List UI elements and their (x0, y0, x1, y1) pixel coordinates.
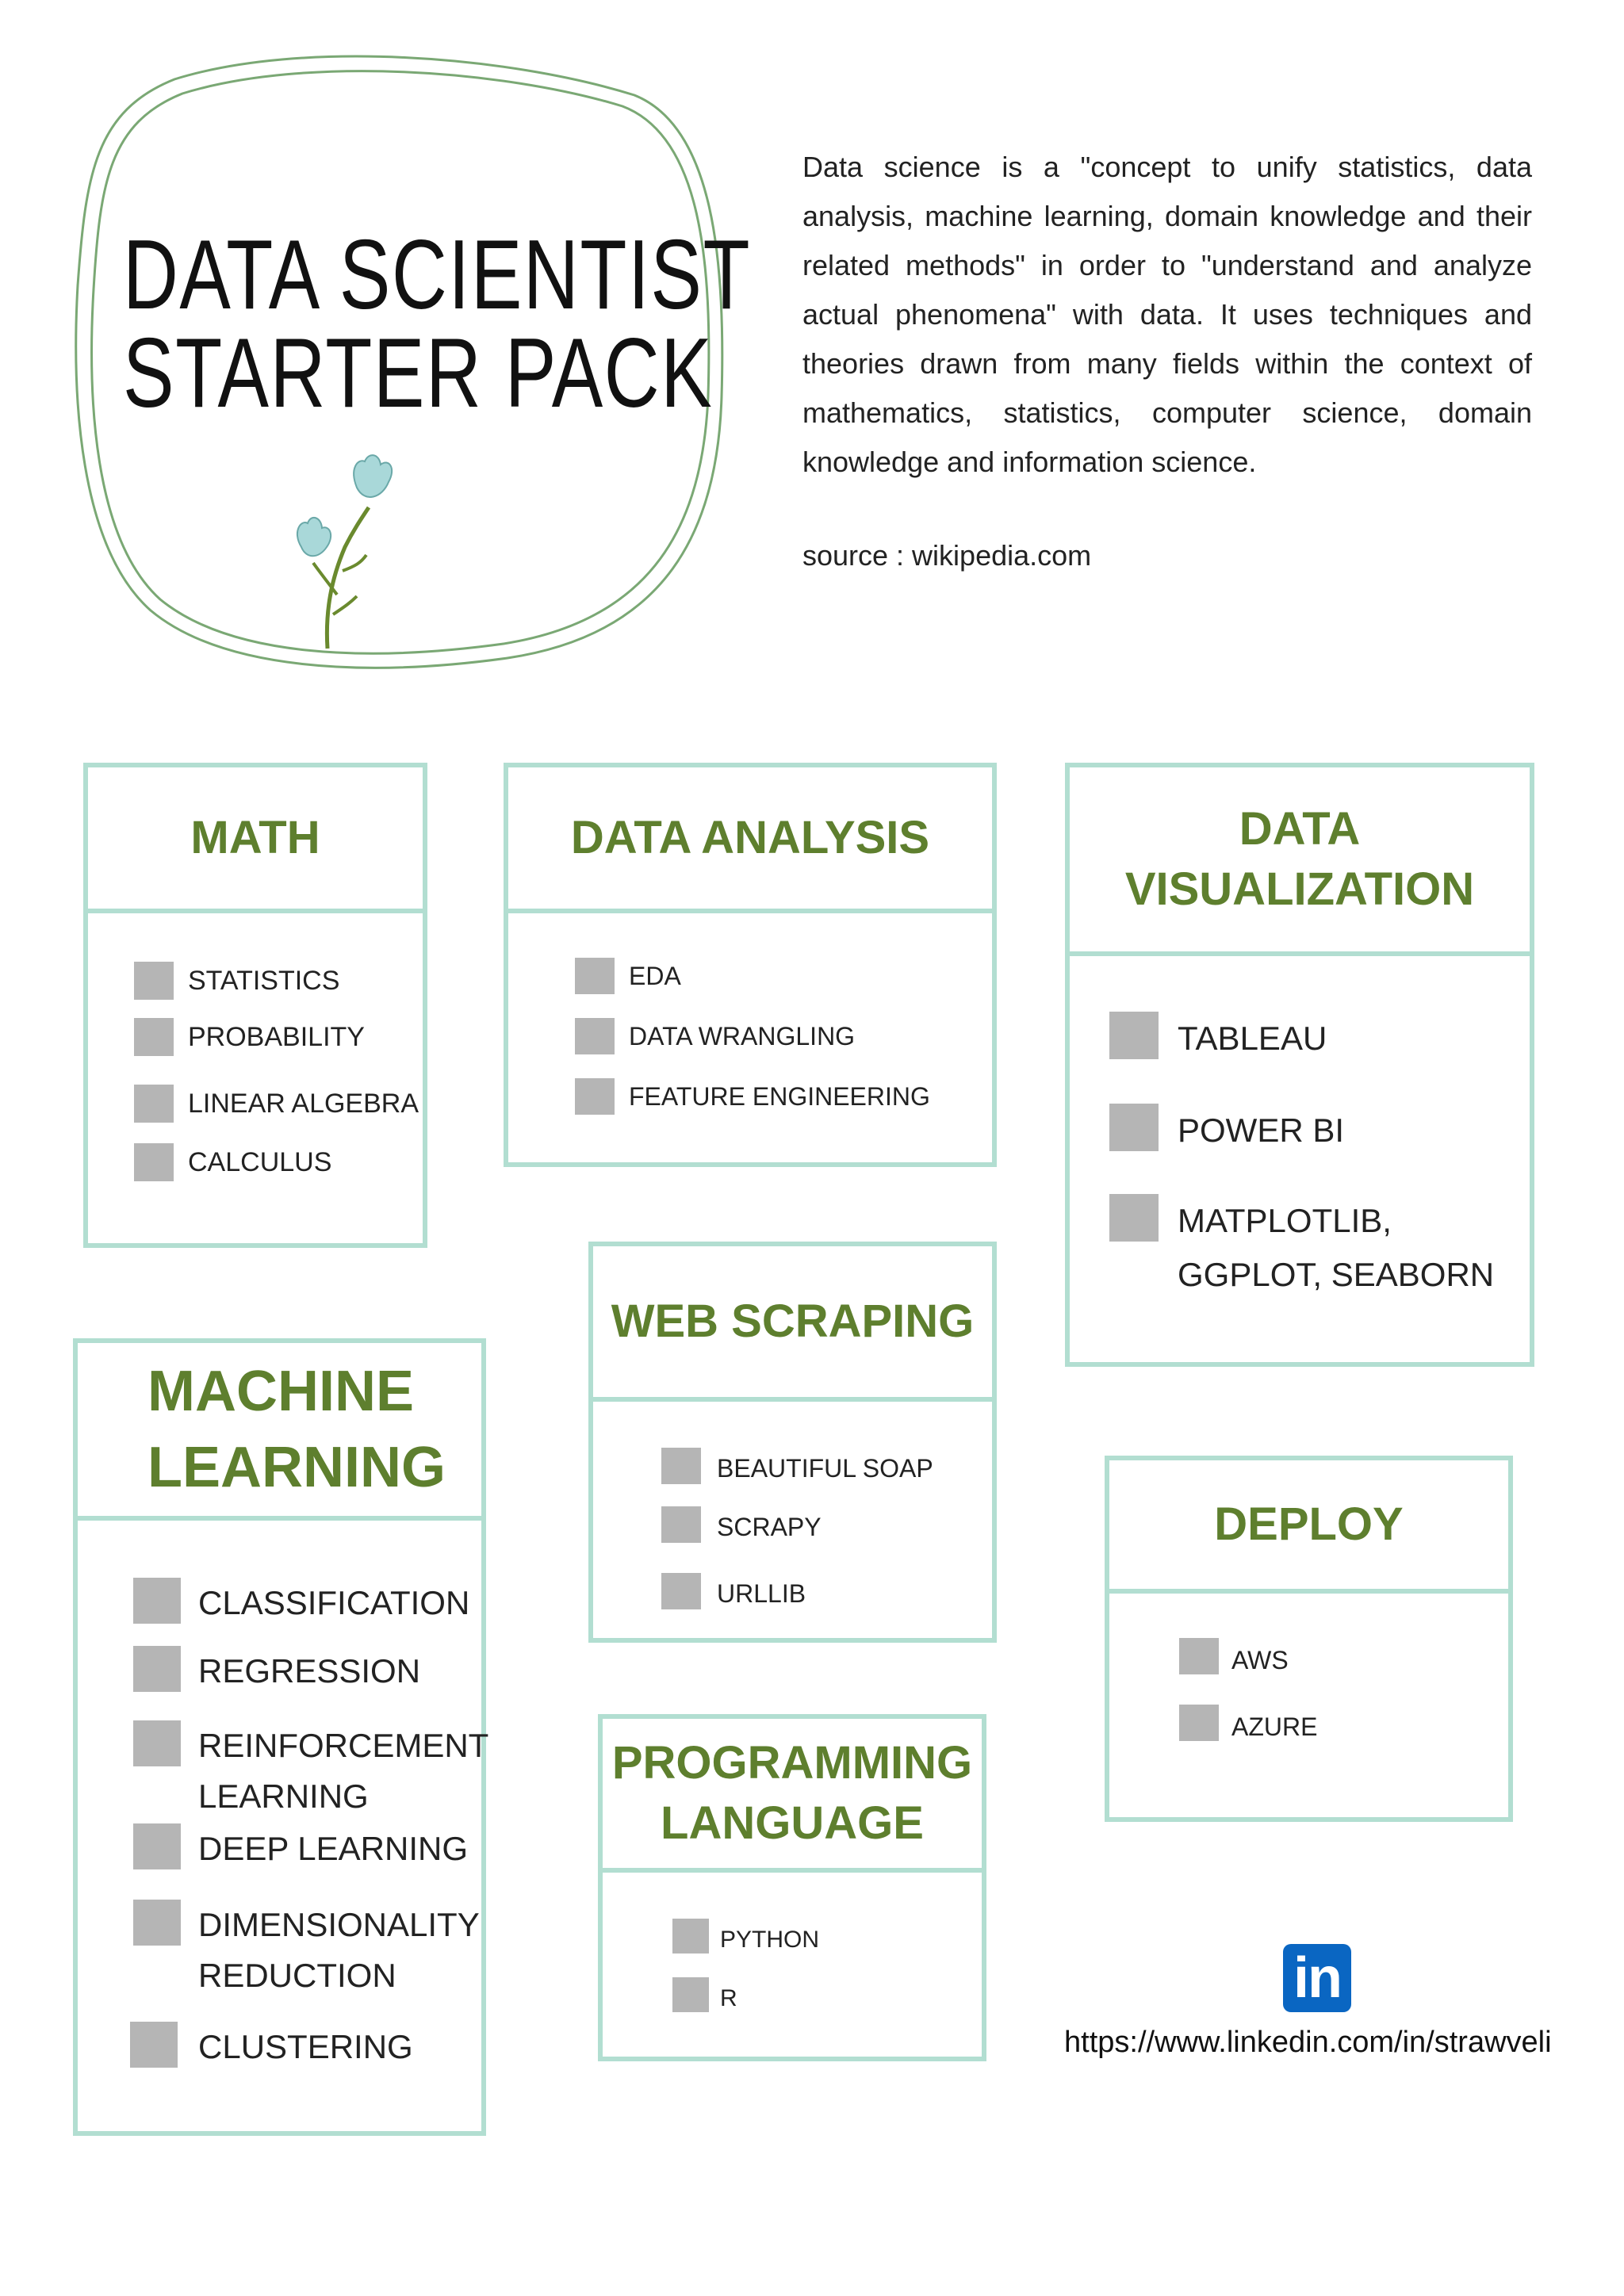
programming-language-card (598, 1714, 986, 2061)
list-item: CALCULUS (134, 1143, 331, 1181)
list-item: REGRESSION (133, 1646, 420, 1697)
list-item: CLUSTERING (130, 2022, 413, 2072)
checkbox[interactable] (1109, 1012, 1159, 1059)
list-item: AWS (1179, 1638, 1289, 1682)
programming-language-heading: PROGRAMMING LANGUAGE (603, 1719, 982, 1873)
linkedin-url-link[interactable]: https://www.linkedin.com/in/strawveli (1064, 2026, 1552, 2059)
list-item: DEEP LEARNING (133, 1823, 468, 1874)
deploy-heading: DEPLOY (1109, 1460, 1508, 1594)
checkbox[interactable] (133, 1720, 181, 1766)
checkbox[interactable] (133, 1900, 181, 1946)
list-item: BEAUTIFUL SOAP (661, 1448, 933, 1489)
checkbox[interactable] (134, 1143, 174, 1181)
checkbox[interactable] (133, 1823, 181, 1869)
title-line-1: DATA SCIENTIST (123, 220, 752, 330)
checkbox[interactable] (1179, 1705, 1219, 1741)
checkbox[interactable] (134, 962, 174, 1000)
list-item: EDA (575, 958, 681, 994)
list-item: MATPLOTLIB, GGPLOT, SEABORN (1109, 1194, 1494, 1302)
data-visualization-heading: DATA VISUALIZATION (1070, 767, 1530, 956)
checkbox[interactable] (1109, 1194, 1159, 1242)
list-item: URLLIB (661, 1573, 806, 1614)
data-visualization-card (1065, 763, 1534, 1367)
data-analysis-card (504, 763, 997, 1167)
list-item: LINEAR ALGEBRA (134, 1085, 419, 1123)
list-item: AZURE (1179, 1705, 1317, 1749)
checkbox[interactable] (575, 1018, 615, 1054)
checkbox[interactable] (672, 1977, 709, 2012)
list-item: DIMENSIONALITY REDUCTION (133, 1900, 480, 2001)
list-item: CLASSIFICATION (133, 1578, 469, 1628)
checkbox[interactable] (575, 1078, 615, 1115)
description-paragraph: Data science is a "concept to unify statistics, data analysis, machine learning, domain knowledge and their related methods" in order to "understand and analyze actual phenomena" with data. It uses techniques and theories drawn from many fields within the context of mathematics, statistics, computer science, domain knowledge and information science. (802, 151, 1532, 478)
math-card (83, 763, 427, 1248)
checkbox[interactable] (130, 2022, 178, 2068)
web-scraping-card (588, 1242, 997, 1643)
list-item: POWER BI (1109, 1104, 1344, 1158)
data-analysis-heading: DATA ANALYSIS (508, 767, 992, 913)
list-item: TABLEAU (1109, 1012, 1327, 1066)
deploy-card (1105, 1456, 1513, 1822)
checkbox[interactable] (134, 1018, 174, 1056)
list-item: SCRAPY (661, 1506, 822, 1548)
checkbox[interactable] (133, 1646, 181, 1692)
list-item: REINFORCEMENT LEARNING (133, 1720, 488, 1822)
checkbox[interactable] (661, 1448, 701, 1484)
list-item: DATA WRANGLING (575, 1018, 855, 1054)
checkbox[interactable] (661, 1573, 701, 1609)
flower-icon (297, 455, 392, 649)
source-citation: source : wikipedia.com (802, 539, 1092, 572)
web-scraping-heading: WEB SCRAPING (593, 1246, 992, 1402)
machine-learning-card (73, 1338, 489, 2136)
list-item: PYTHON (672, 1919, 819, 1961)
list-item: STATISTICS (134, 962, 339, 1000)
linkedin-icon[interactable]: in (1283, 1944, 1351, 2012)
math-heading: MATH (88, 767, 423, 913)
list-item: R (672, 1977, 737, 2020)
checkbox[interactable] (133, 1578, 181, 1624)
title-line-2: STARTER PACK (123, 319, 714, 428)
checkbox[interactable] (575, 958, 615, 994)
checkbox[interactable] (1109, 1104, 1159, 1151)
page-title (123, 220, 752, 428)
checkbox[interactable] (661, 1506, 701, 1543)
checkbox[interactable] (672, 1919, 709, 1954)
list-item: FEATURE ENGINEERING (575, 1078, 930, 1115)
checkbox[interactable] (134, 1085, 174, 1123)
machine-learning-heading: MACHINE LEARNING (78, 1343, 481, 1521)
list-item: PROBABILITY (134, 1018, 365, 1056)
checkbox[interactable] (1179, 1638, 1219, 1674)
